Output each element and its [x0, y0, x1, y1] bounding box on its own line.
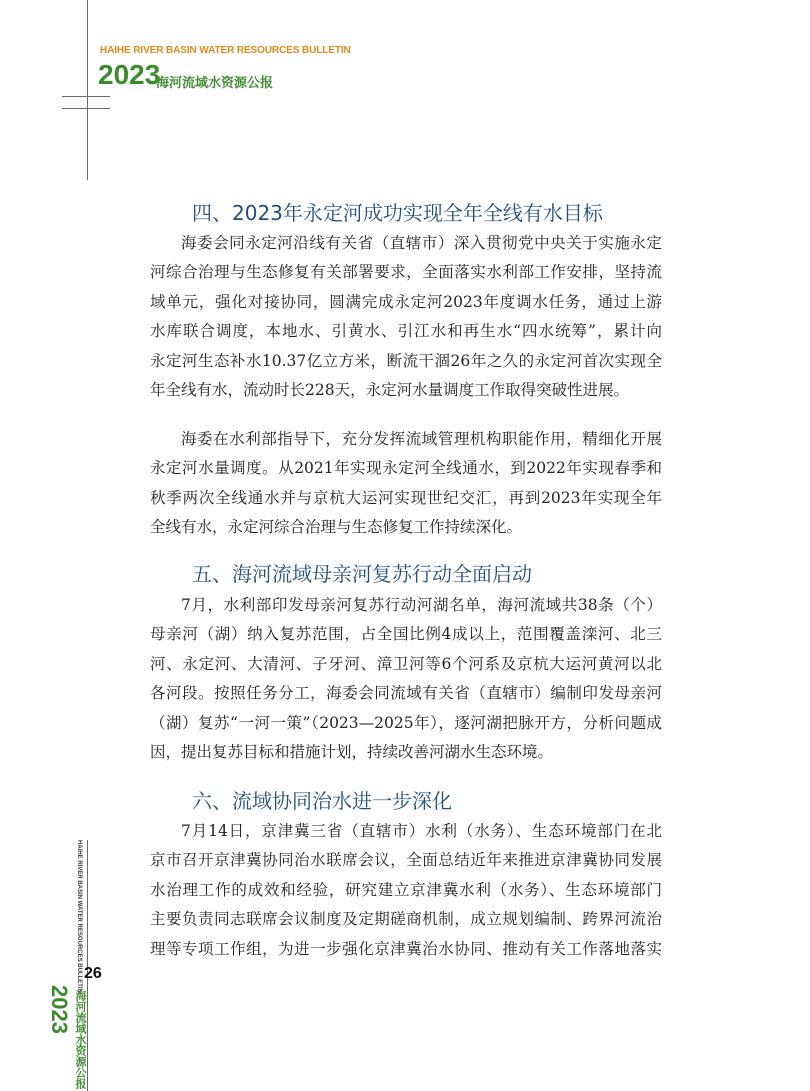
page-number: 26 — [84, 965, 102, 982]
side-bulletin-english-title: HAIHE RIVER BASIN WATER RESOURCES BULLETIN — [76, 840, 82, 993]
paragraph — [150, 425, 662, 543]
paragraph — [150, 817, 662, 964]
text-line: 海委会同永定河沿线有关省（直辖市）深入贯彻党中央关于实施永定 — [181, 234, 662, 252]
left-vertical-rule-top — [87, 0, 88, 180]
header-rule-2 — [62, 108, 110, 109]
paragraph — [150, 229, 662, 405]
section-heading: 五、海河流域母亲河复苏行动全面启动 — [192, 562, 532, 586]
text-line: 河、永定河、大清河、子牙河、漳卫河等6个河系及京杭大运河黄河以北 — [150, 654, 662, 673]
section-heading: 四、2023年永定河成功实现全年全线有水目标 — [192, 201, 603, 225]
text-line: 因，提出复苏目标和措施计划，持续改善河湖水生态环境。 — [150, 743, 554, 762]
text-line: 河综合治理与生态修复有关部署要求，全面落实水利部工作安排，坚持流 — [150, 263, 662, 282]
text-line: 永定河水量调度。从2021年实现永定河全线通水，到2022年实现春季和 — [150, 459, 662, 478]
section-heading: 六、流域协同治水进一步深化 — [192, 789, 452, 813]
text-line: 全线有水，永定河综合治理与生态修复工作持续深化。 — [150, 518, 523, 537]
text-line: 秋季两次全线通水并与京杭大运河实现世纪交汇，再到2023年实现全年 — [150, 488, 662, 507]
text-line: 水治理工作的成效和经验，研究建立京津冀水利（水务）、生态环境部门 — [150, 880, 662, 899]
header-rule-1 — [62, 96, 110, 97]
text-line: 年全线有水，流动时长228天，永定河水量调度工作取得突破性进展。 — [150, 381, 630, 400]
bulletin-chinese-title: 海河流域水资源公报 — [156, 76, 274, 91]
side-bulletin-chinese-title: 海河流域水资源公报 — [74, 990, 87, 1089]
text-line: 7月，水利部印发母亲河复苏行动河湖名单，海河流域共38条（个） — [181, 596, 662, 614]
text-line: 海委在水利部指导下，充分发挥流域管理机构职能作用，精细化开展 — [181, 430, 662, 448]
text-line: 主要负责同志联席会议制度及定期磋商机制，成立规划编制、跨界河流治 — [150, 910, 662, 929]
text-line: （湖）复苏“一河一策”（2023—2025年），逐河湖把脉开方，分析问题成 — [150, 713, 662, 732]
text-line: 域单元，强化对接协同，圆满完成永定河2023年度调水任务，通过上游 — [150, 292, 662, 311]
text-line: 母亲河（湖）纳入复苏范围，占全国比例4成以上，范围覆盖滦河、北三 — [150, 625, 662, 644]
text-line: 7月14日，京津冀三省（直辖市）水利（水务）、生态环境部门在北 — [181, 822, 662, 840]
text-line: 京市召开京津冀协同治水联席会议，全面总结近年来推进京津冀协同发展 — [150, 851, 662, 870]
bulletin-year: 2023 — [98, 59, 161, 90]
bulletin-english-title: HAIHE RIVER BASIN WATER RESOURCES BULLETIN — [100, 45, 351, 56]
text-line: 各河段。按照任务分工，海委会同流域有关省（直辖市）编制印发母亲河 — [150, 684, 662, 703]
side-bulletin-year: 2023 — [47, 985, 72, 1034]
text-line: 理等专项工作组，为进一步强化京津冀治水协同、推动有关工作落地落实 — [150, 939, 662, 958]
text-line: 永定河生态补水10.37亿立方米，断流干涸26年之久的永定河首次实现全 — [150, 351, 662, 370]
paragraph — [150, 591, 662, 767]
text-line: 水库联合调度，本地水、引黄水、引江水和再生水“四水统筹”，累计向 — [150, 322, 662, 341]
